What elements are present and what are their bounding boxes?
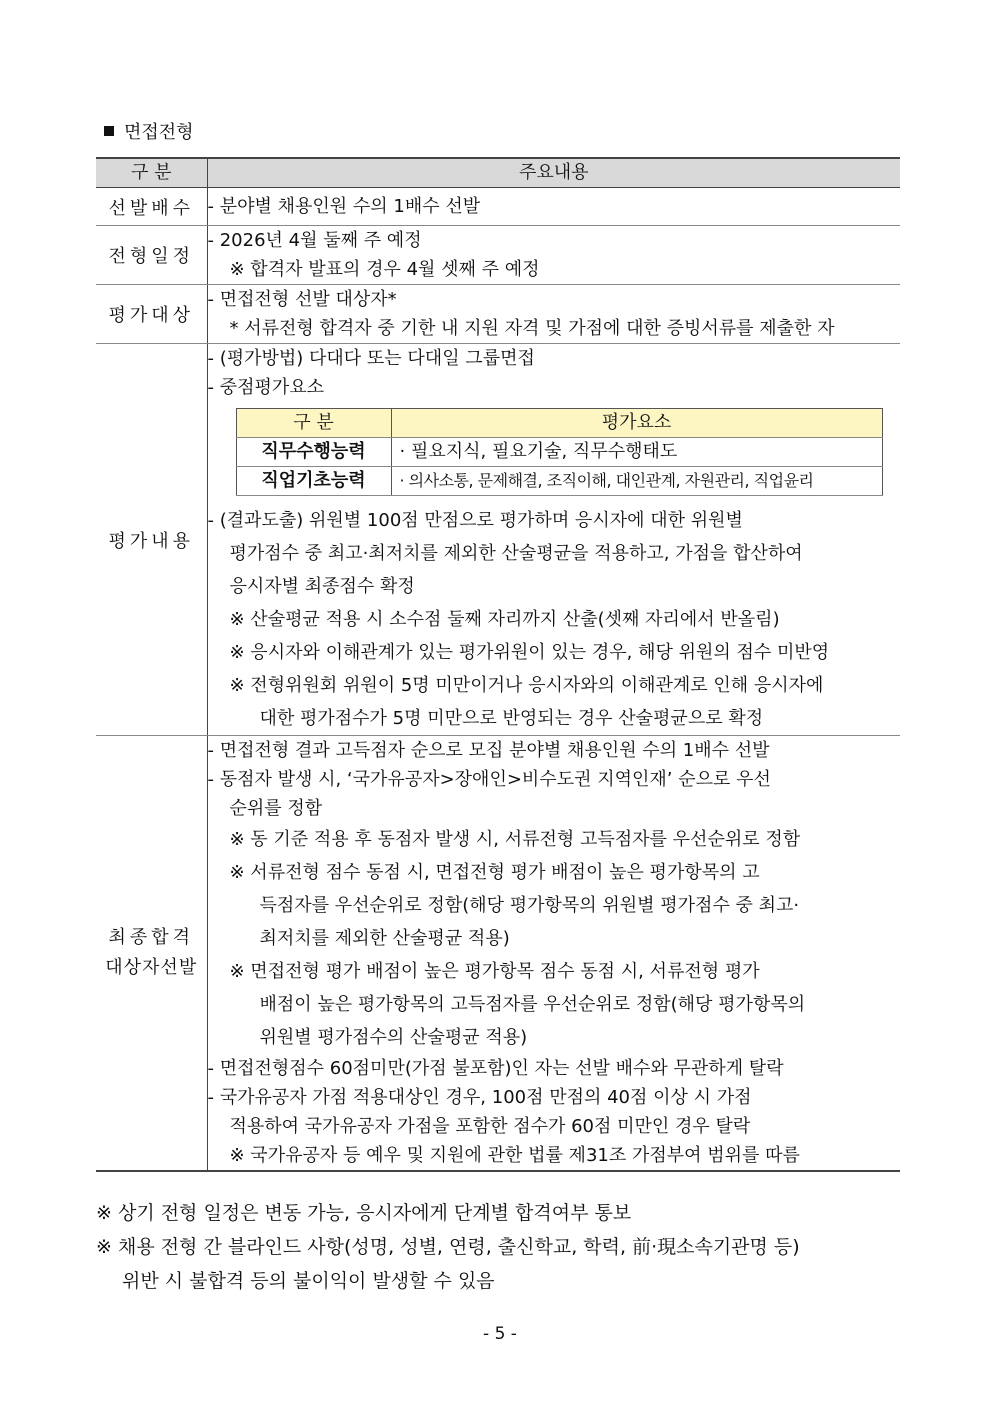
- inner-row-value: · 의사소통, 문제해결, 조직이해, 대인관계, 자원관리, 직업윤리: [391, 467, 882, 496]
- row-label: 평가대상: [96, 285, 207, 344]
- table-header-row: [96, 158, 900, 188]
- note-line: ※ 국가유공자 등 예우 및 지원에 관한 법률 제31조 가점부여 범위를 따름: [229, 1145, 800, 1166]
- note-line: 위반 시 불합격 등의 불이익이 발생할 수 있음: [122, 1270, 495, 1292]
- table-row: [96, 285, 900, 344]
- content-line: - (결과도출) 위원별 100점 만점으로 평가하며 응시자에 대한 위원별: [207, 510, 743, 531]
- row-label-line: 최종합격: [108, 927, 195, 948]
- inner-row-value: · 필요지식, 필요기술, 직무수행태도: [391, 438, 882, 467]
- note-line: ※ 동 기준 적용 후 동점자 발생 시, 서류전형 고득점자를 우선순위로 정함: [229, 829, 801, 850]
- note-line: ※ 응시자와 이해관계가 있는 평가위원이 있는 경우, 해당 위원의 점수 미반영: [229, 642, 830, 663]
- table-row: [96, 344, 900, 736]
- note-line: ※ 산술평균 적용 시 소수점 둘째 자리까지 산출(셋째 자리에서 반올림): [229, 609, 780, 630]
- table-row: [96, 188, 900, 226]
- row-label: [96, 736, 207, 1172]
- inner-row: [236, 467, 882, 496]
- note-line: ※ 서류전형 점수 동점 시, 면접전형 평가 배점이 높은 평가항목의 고: [229, 862, 760, 883]
- row-label-line: 대상자선발: [105, 957, 198, 978]
- note-line: ※ 상기 전형 일정은 변동 가능, 응시자에게 단계별 합격여부 통보: [96, 1202, 632, 1224]
- page-number: - 5 -: [483, 1324, 517, 1344]
- inner-header-row: [236, 409, 882, 438]
- section-title-text: 면접전형: [124, 122, 194, 143]
- row-label: 전형일정: [96, 226, 207, 285]
- row-content: [207, 736, 900, 1172]
- inner-header-factor: 평가요소: [391, 409, 882, 438]
- content-line: - 분야별 채용인원 수의 1배수 선발: [207, 196, 481, 217]
- table-row: [96, 226, 900, 285]
- content-line: - 면접전형점수 60점미만(가점 불포함)인 자는 선발 배수와 무관하게 탈락: [207, 1058, 784, 1079]
- row-content: [207, 188, 900, 226]
- note-line: ※ 면접전형 평가 배점이 높은 평가항목 점수 동점 시, 서류전형 평가: [229, 961, 760, 982]
- note-line: ※ 합격자 발표의 경우 4월 셋째 주 예정: [229, 259, 540, 280]
- content-line: 순위를 정함: [229, 798, 323, 819]
- header-content: 주요내용: [207, 158, 900, 188]
- content-line: 적용하여 국가유공자 가점을 포함한 점수가 60점 미만인 경우 탈락: [229, 1116, 751, 1137]
- note-line: ※ 채용 전형 간 블라인드 사항(성명, 성별, 연령, 출신학교, 학력, 前·現소속기관명 등): [96, 1236, 800, 1258]
- content-line: - 동점자 발생 시, ‘국가유공자>장애인>비수도권 지역인재’ 순으로 우선: [207, 769, 771, 790]
- content-line: 평가점수 중 최고·최저치를 제외한 산술평균을 적용하고, 가점을 합산하여: [229, 543, 803, 564]
- footer-notes: [96, 1196, 800, 1298]
- content-line: 응시자별 최종점수 확정: [229, 576, 415, 597]
- content-line: - 면접전형 결과 고득점자 순으로 모집 분야별 채용인원 수의 1배수 선발: [207, 740, 770, 761]
- table-row: [96, 736, 900, 1172]
- content-line: - 2026년 4월 둘째 주 예정: [207, 230, 422, 251]
- row-label: 선발배수: [96, 188, 207, 226]
- section-title: [104, 118, 194, 144]
- note-line: 위원별 평가점수의 산술평균 적용): [259, 1027, 528, 1048]
- inner-row: [236, 438, 882, 467]
- content-line: - 국가유공자 가점 적용대상인 경우, 100점 만점의 40점 이상 시 가점: [207, 1087, 752, 1108]
- inner-row-label: 직업기초능력: [236, 467, 391, 496]
- note-line: ※ 전형위원회 위원이 5명 미만이거나 응시자와의 이해관계로 인해 응시자에: [229, 675, 824, 696]
- note-line: 최저치를 제외한 산술평균 적용): [259, 928, 510, 949]
- row-content: [207, 344, 900, 736]
- content-line: - 면접전형 선발 대상자*: [207, 289, 397, 310]
- header-category: 구 분: [96, 158, 207, 188]
- square-bullet-icon: [104, 126, 114, 136]
- inner-header-category: 구 분: [236, 409, 391, 438]
- note-line: 배점이 높은 평가항목의 고득점자를 우선순위로 정함(해당 평가항목의: [259, 994, 806, 1015]
- row-content: [207, 226, 900, 285]
- evaluation-factor-table: [236, 408, 883, 496]
- content-line: - (평가방법) 다대다 또는 다대일 그룹면접: [207, 348, 535, 369]
- note-line: 대한 평가점수가 5명 미만으로 반영되는 경우 산술평균으로 확정: [259, 708, 764, 729]
- inner-row-label: 직무수행능력: [236, 438, 391, 467]
- row-label: 평가내용: [96, 344, 207, 736]
- footnote-line: * 서류전형 합격자 중 기한 내 지원 자격 및 가점에 대한 증빙서류를 제출한 자: [229, 318, 835, 339]
- content-line: - 중점평가요소: [207, 377, 325, 398]
- note-line: 득점자를 우선순위로 정함(해당 평가항목의 위원별 평가점수 중 최고·: [259, 895, 800, 916]
- row-content: [207, 285, 900, 344]
- interview-table: [96, 157, 900, 1172]
